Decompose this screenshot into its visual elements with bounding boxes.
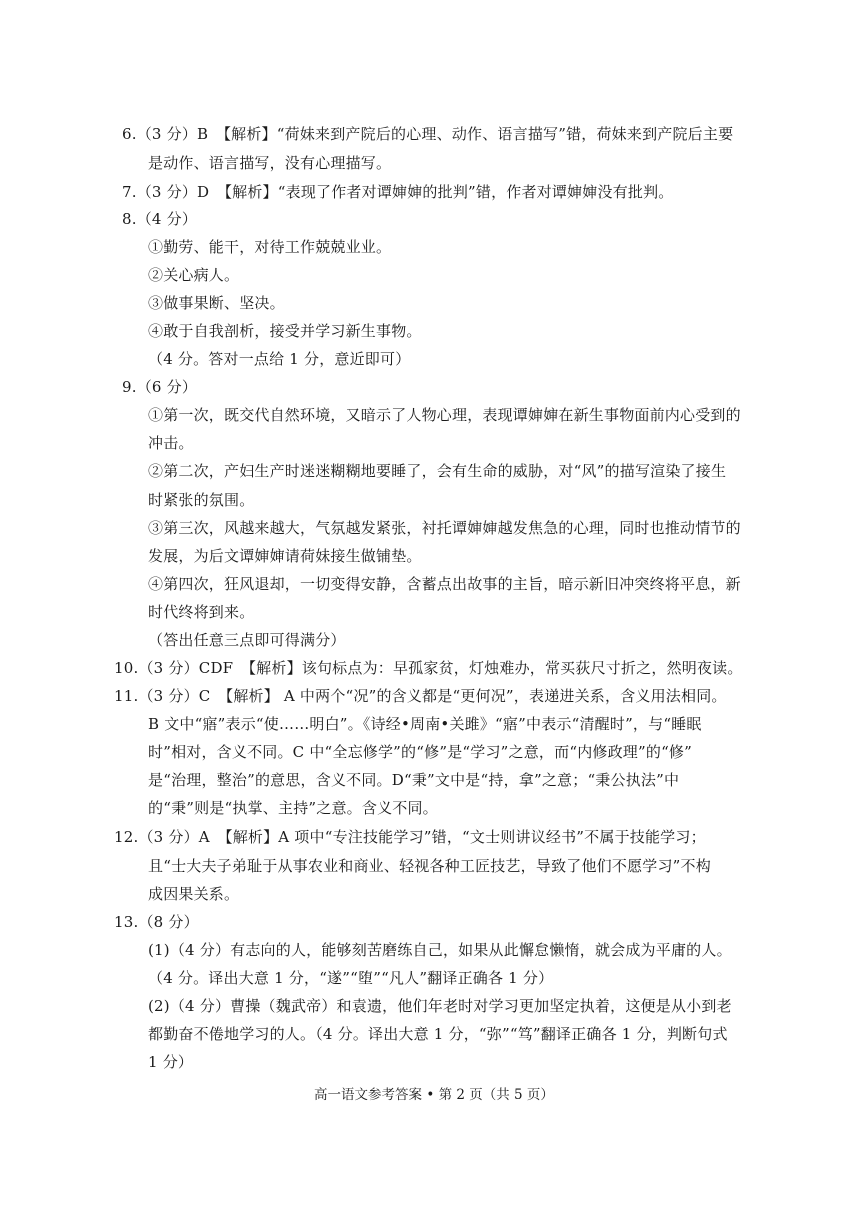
text-line: 8.（4 分） bbox=[122, 210, 198, 228]
text-line: 时紧张的氛围。 bbox=[148, 491, 255, 509]
text-line: 7.（3 分）D 【解析】“表现了作者对谭婶婶的批判”错，作者对谭婶婶没有批判。 bbox=[122, 183, 674, 201]
text-line: 的“秉”则是“执掌、主持”之意。含义不同。 bbox=[148, 799, 438, 817]
text-line: 13.（8 分） bbox=[114, 913, 199, 931]
text-line: ①第一次，既交代自然环境，又暗示了人物心理，表现谭婶婶在新生事物面前内心受到的 bbox=[148, 406, 741, 424]
text-line: B 文中“寤”表示“使……明白”。《诗经•周南•关雎》“寤”中表示“清醒时”，与“睡眠 bbox=[148, 715, 702, 733]
text-line: 10.（3 分）CDF 【解析】该句标点为：早孤家贫，灯烛难办，常买荻尺寸折之，然明夜读。 bbox=[114, 659, 743, 677]
text-line: 6.（3 分）B 【解析】“荷妹来到产院后的心理、动作、语言描写”错，荷妹来到产院后主要 bbox=[122, 125, 734, 143]
text-line: ③做事果断、坚决。 bbox=[148, 294, 285, 312]
text-line: 冲击。 bbox=[148, 434, 194, 452]
text-line: ④敢于自我剖析，接受并学习新生事物。 bbox=[148, 322, 422, 340]
text-line: （4 分。译出大意 1 分，“遂”“堕”“凡人”翻译正确各 1 分） bbox=[148, 969, 554, 987]
text-line: ②第二次，产妇生产时迷迷糊糊地要睡了，会有生命的威胁，对“风”的描写渲染了接生 bbox=[148, 462, 727, 480]
text-line: 成因果关系。 bbox=[148, 885, 240, 903]
text-line: （4 分。答对一点给 1 分，意近即可） bbox=[148, 350, 411, 368]
text-line: 时”相对，含义不同。C 中“全忘修学”的“修”是“学习”之意，而“内修政理”的“修” bbox=[148, 743, 693, 761]
text-line: 是“治理，整治”的意思，含义不同。D“秉”文中是“持，拿”之意；“秉公执法”中 bbox=[148, 771, 680, 789]
text-line: 且“士大夫子弟耻于从事农业和商业、轻视各种工匠技艺，导致了他们不愿学习”不构 bbox=[148, 857, 711, 875]
text-line: 12.（3 分）A 【解析】A 项中“专注技能学习”错，“文士则讲议经书”不属于技能学习； bbox=[114, 828, 706, 846]
text-line: 9.（6 分） bbox=[122, 378, 198, 396]
text-line: ②关心病人。 bbox=[148, 266, 240, 284]
text-line: （答出任意三点即可得满分） bbox=[148, 631, 346, 649]
text-line: (2)（4 分）曹操（魏武帝）和袁遗，他们年老时对学习更加坚定执着，这便是从小到老 bbox=[148, 997, 732, 1015]
text-line: 11.（3 分）C 【解析】 A 中两个“况”的含义都是“更何况”，表递进关系，含义用法相同。 bbox=[114, 687, 727, 705]
text-line: 时代终将到来。 bbox=[148, 603, 255, 621]
page-footer: 高一语文参考答案 • 第 2 页（共 5 页） bbox=[314, 1087, 554, 1103]
text-line: 发展，为后文谭婶婶请荷妹接生做铺垫。 bbox=[148, 547, 422, 565]
text-line: (1)（4 分）有志向的人，能够刻苦磨练自己，如果从此懈怠懒惰，就会成为平庸的人。 bbox=[148, 941, 732, 959]
text-line: ③第三次，风越来越大，气氛越发紧张，衬托谭婶婶越发焦急的心理，同时也推动情节的 bbox=[148, 519, 741, 537]
text-line: 1 分） bbox=[148, 1053, 194, 1071]
text-line: 是动作、语言描写，没有心理描写。 bbox=[148, 154, 392, 172]
text-line: ①勤劳、能干，对待工作兢兢业业。 bbox=[148, 238, 392, 256]
text-line: 都勤奋不倦地学习的人。（4 分。译出大意 1 分，“弥”“笃”翻译正确各 1 分，判断句式 bbox=[148, 1025, 728, 1043]
text-line: ④第四次，狂风退却，一切变得安静，含蓄点出故事的主旨，暗示新旧冲突终将平息，新 bbox=[148, 575, 741, 593]
